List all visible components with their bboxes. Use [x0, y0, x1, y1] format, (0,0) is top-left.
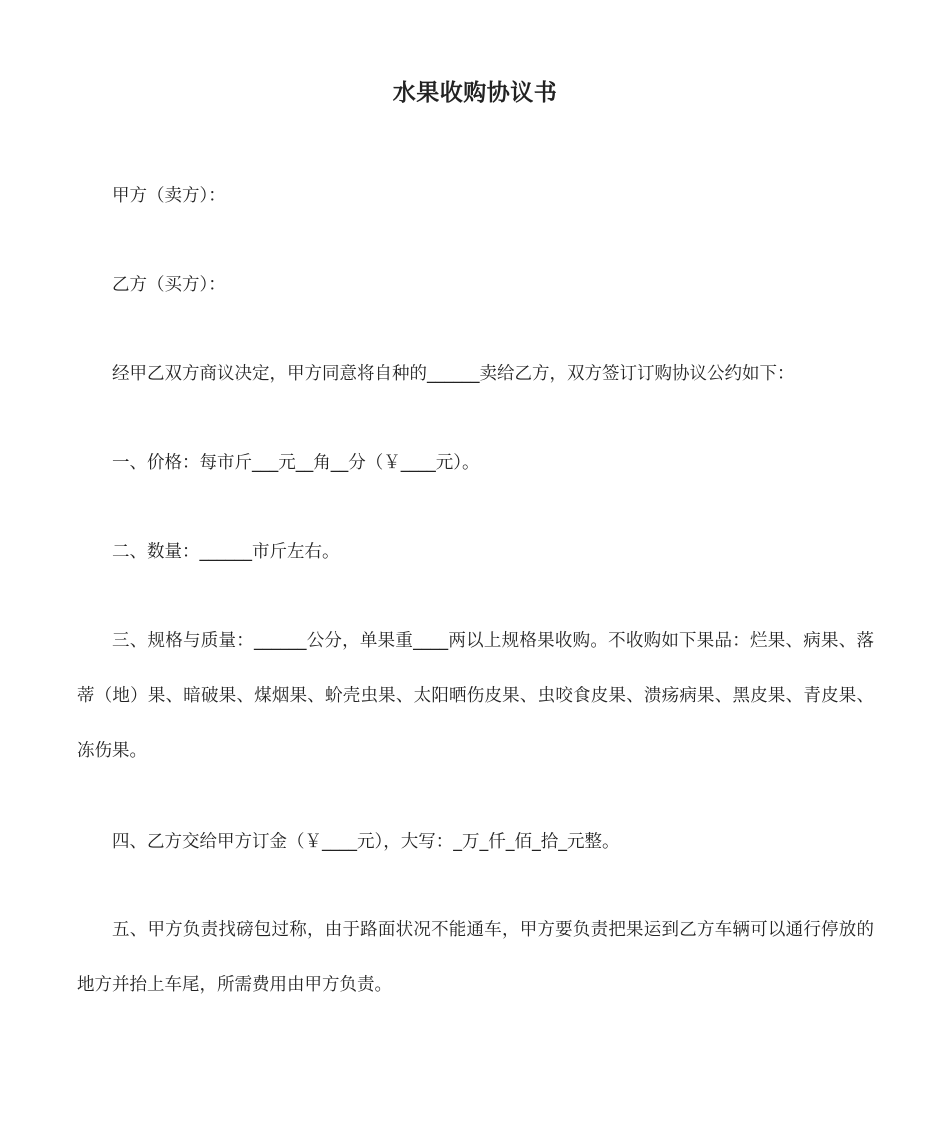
clause-price: 一、价格：每市斤___元__角__分（￥____元）。: [112, 453, 480, 473]
clause-quantity: 二、数量：______市斤左右。: [112, 542, 340, 562]
party-a-line: 甲方（卖方）：: [112, 186, 226, 206]
agreement-intro: 经甲乙双方商议决定，甲方同意将自种的______卖给乙方，双方签订订购协议公约如下：: [112, 364, 795, 384]
clause-quality: 三、规格与质量：______公分，单果重____两以上规格果收购。不收购如下果品：烂果、病果、落蒂（地）果、暗破果、煤烟果、蚧壳虫果、太阳晒伤皮果、虫咬食皮果、溃疡病果、黑皮果、青皮果、冻伤果。: [77, 631, 874, 761]
clause-deposit: 四、乙方交给甲方订金（￥____元），大写：_万_仟_佰_拾_元整。: [112, 832, 620, 852]
document-title: 水果收购协议书: [392, 80, 558, 106]
clause-weighing-transport: 五、甲方负责找磅包过称，由于路面状况不能通车，甲方要负责把果运到乙方车辆可以通行停放的地方并抬上车尾，所需费用由甲方负责。: [77, 920, 874, 995]
party-b-line: 乙方（买方）：: [112, 275, 226, 295]
